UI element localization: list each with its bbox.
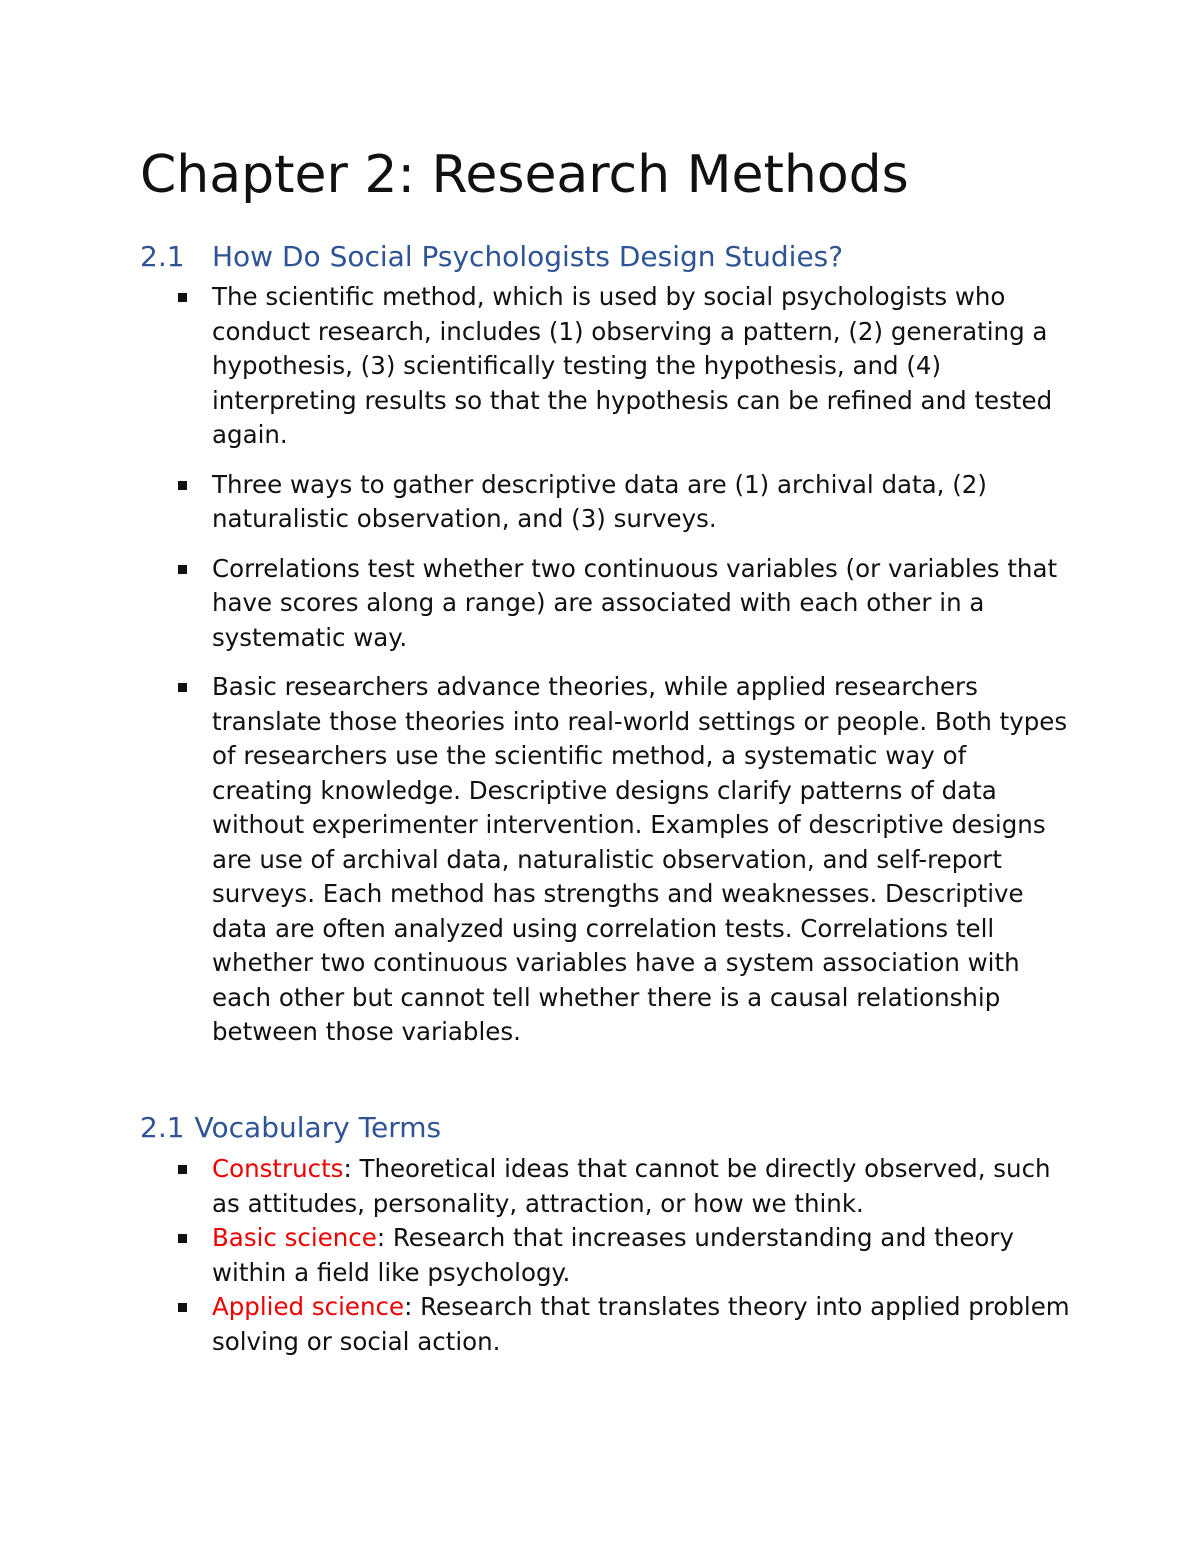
list-item (140, 468, 1070, 537)
vocabulary-term: Constructs (212, 1154, 344, 1183)
list-item (140, 280, 1070, 453)
list-item (140, 552, 1070, 656)
square-bullet-icon (178, 1303, 187, 1312)
vocabulary-item-constructs (140, 1152, 1070, 1221)
section-heading-vocabulary (140, 1109, 441, 1147)
square-bullet-icon (178, 565, 187, 574)
section-number: 2.1 (140, 240, 185, 273)
square-bullet-icon (178, 481, 187, 490)
vocabulary-definition: : Research that translates theory into applied problem solving or social action. (212, 1292, 1070, 1356)
vocabulary-term: Applied science (212, 1292, 405, 1321)
section-heading-text: How Do Social Psychologists Design Studies? (212, 240, 844, 273)
square-bullet-icon (178, 1165, 187, 1174)
vocabulary-term: Basic science (212, 1223, 377, 1252)
list-item (140, 670, 1070, 1050)
vocabulary-item-applied-science (140, 1290, 1070, 1359)
section-heading-design-studies (140, 238, 843, 276)
square-bullet-icon (178, 1234, 187, 1243)
vocabulary-item-basic-science (140, 1221, 1070, 1290)
vocabulary-list (140, 1152, 1070, 1359)
summary-bullet-list (140, 280, 1070, 1065)
bullet-text: The scientific method, which is used by social psychologists who conduct research, includes (1) observing a pattern, (2) generating a hypothesis, (3) scientifically testing the hypothesis, and (4) interpreting results so that the hypothesis can be refined and tested again. (212, 282, 1053, 449)
vocabulary-definition: : Research that increases understanding and theory within a field like psychology. (212, 1223, 1014, 1287)
bullet-text: Basic researchers advance theories, while applied researchers translate those theories into real-world settings or people. Both types of researchers use the scientific method, a systematic way of creating knowledge. Descriptive designs clarify patterns of data without experimenter intervention. Examples of descriptive designs are use of archival data, naturalistic observation, and self-report surveys. Each method has strengths and weaknesses. Descriptive data are often analyzed using correlation tests. Correlations tell whether two continuous variables have a system association with each other but cannot tell whether there is a causal relationship between those variables. (212, 672, 1068, 1046)
square-bullet-icon (178, 293, 187, 302)
bullet-text: Correlations test whether two continuous variables (or variables that have scores along a range) are associated with each other in a systematic way. (212, 553, 1058, 652)
section-heading-text: Vocabulary Terms (194, 1111, 442, 1144)
vocabulary-definition: : Theoretical ideas that cannot be directly observed, such as attitudes, personality, attraction, or how we think. (212, 1154, 1051, 1218)
bullet-text: Three ways to gather descriptive data are (1) archival data, (2) naturalistic observation, and (3) surveys. (212, 469, 987, 533)
chapter-title: Chapter 2: Research Methods (140, 145, 909, 205)
square-bullet-icon (178, 683, 187, 692)
section-number: 2.1 (140, 1111, 185, 1144)
